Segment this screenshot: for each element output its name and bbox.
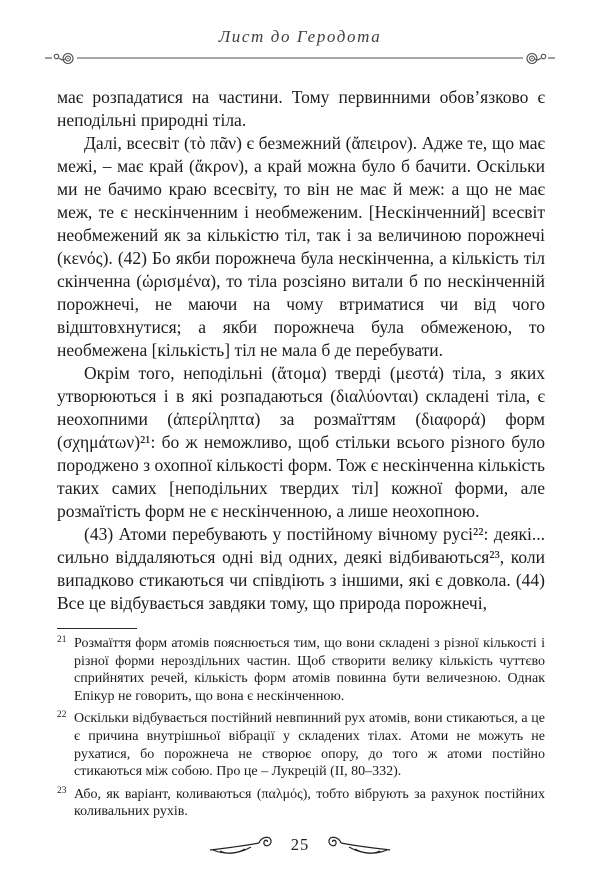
footer-flourish-right-icon: [325, 834, 391, 856]
body-text: [57, 86, 545, 615]
footnote-23: [57, 786, 545, 821]
paragraph-continuation: має розпадатися на частини. Тому первинними обов’язково є неподільні природні тіла.: [57, 87, 545, 130]
page-header: [0, 0, 600, 67]
footnote-21: [57, 635, 545, 705]
page-footer: [0, 834, 600, 856]
paragraph-atom-motion: (43) Атоми перебувають у постійному вічному русі²²: деякі... сильно віддаляються одні від одних, деякі відбиваються²³, коли випадково стикаються чи співдіють з іншими, які є довкола. (44) Все це відбувається завдяки тому, що природа порожнечі,: [57, 524, 545, 613]
footnote-text: Або, як варіант, коливаються (παλμός), тобто вібрують за рахунок постійних коливальних рухів.: [74, 786, 545, 820]
header-flourish-rule-icon: [44, 49, 556, 67]
footnote-22: [57, 710, 545, 780]
footnote-text: Розмаїття форм атомів пояснюється тим, що вони складені з різної кількості і різної форми нероздільних частин. Щоб створити велику кількість чуттєво сприйнятих речей, кількість форм атомів повинна бути величезною. Однак Епікур не говорить, що вона є нескінченною.: [74, 636, 545, 704]
footnote-number: 21: [57, 635, 67, 645]
page-number: 25: [290, 835, 310, 854]
footnote-separator: [57, 628, 137, 629]
footnotes: [57, 635, 545, 821]
header-flourish-right-icon: [527, 54, 555, 64]
footnote-number: 23: [57, 785, 67, 796]
paragraph-universe-unlimited: Далі, всесвіт (τὸ πᾶν) є безмежний (ἄπειρον). Адже те, що має межі, – має край (ἄκρον), а край можна було б бачити. Оскільки ми не бачимо краю всесвіту, то він не має й меж: а що не має меж, те є нескінченним і необмеженим. [Нескінченний] всесвіт необмежений як за кількістю тіл, так і за величиною порожнечі (κενός). (42) Бо якби порожнеча була нескінченна, а кількість тіл скінченна (ὡρισμένα), то тіла розсіяно витали б по нескінченній порожнечі, не маючи на чому втриматися чи від чого відштовхнутися; а якби порожнеча була обмеженою, то необмежена [кількість] тіл не мала б де перебувати.: [57, 133, 545, 360]
footer-flourish-left-icon: [209, 834, 275, 856]
paragraph-atom-shapes: Окрім того, неподільні (ἄτομα) тверді (μεστά) тіла, з яких утворюються і в які розпадаються (διαλύονται) складені тіла, є неохопними (ἀπερίληπτα) за розмаїттям (διαφορά) форм (σχημάτων)²¹: бо ж неможливо, щоб стільки всього різного було породжено з охопної кількості форм. Тож є нескінченна кількість таких самих [неподільних твердих тіл] кожної форми, але розмаїтість форм не є нескінченною, а лише неохопною.: [57, 363, 545, 521]
footnote-number: 22: [57, 710, 67, 721]
header-rule: [44, 49, 556, 67]
footnote-text: Оскільки відбувається постійний невпинний рух атомів, вони стикаються, а це є причина внутрішньої вібрації у складених тілах. Атоми не можуть не рухатися, бо порожнеча не створює опору, до того ж атоми постійно стикаються між собою. Про це – Лукрецій (II, 80–332).: [74, 711, 545, 780]
page-title: Лист до Геродота: [218, 27, 382, 46]
header-flourish-left-icon: [45, 54, 73, 64]
